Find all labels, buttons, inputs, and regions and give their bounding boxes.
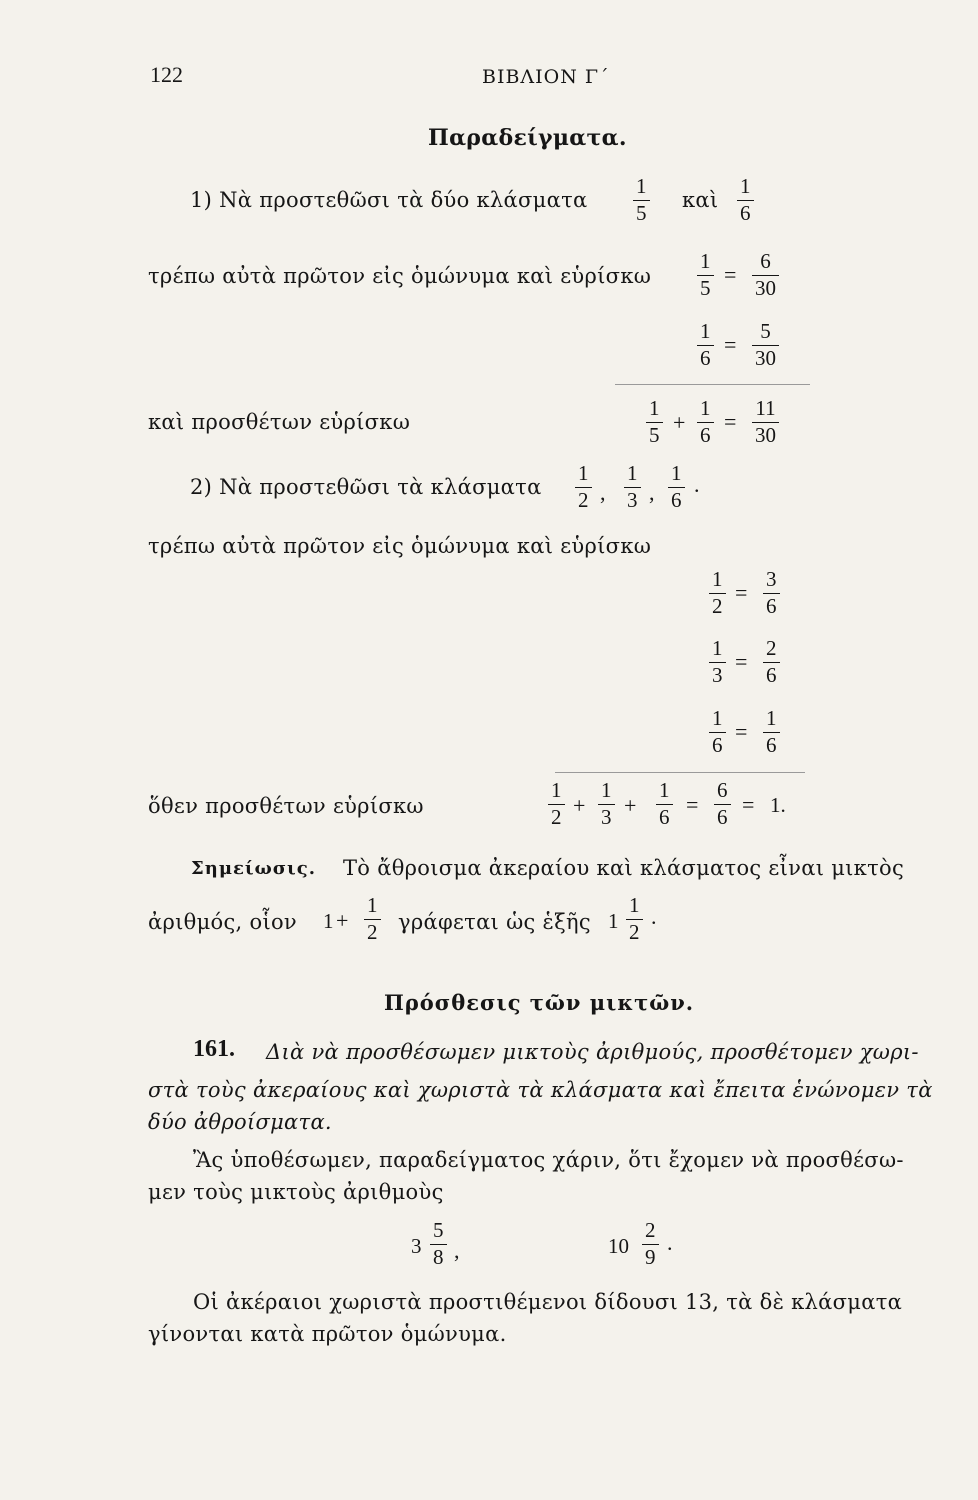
period: . [667,1230,673,1255]
fraction-1-2: 1 2 [626,893,643,944]
fraction-1-5: 1 5 [697,249,714,300]
ex2-result: 1. [770,793,786,817]
note-integer: 1 [323,909,334,933]
plus-sign: + [573,793,586,818]
examples-title: Παραδείγματα. [428,125,627,151]
fraction-1-6: 1 6 [697,396,714,447]
fraction-1-6: 1 6 [668,461,685,512]
ex1-label: 1) Νὰ προστεθῶσι τὰ δύο κλάσματα [190,188,588,212]
fraction-1-3: 1 3 [624,461,641,512]
period: . [694,472,700,497]
equals-sign: = [686,792,699,817]
fraction-3-6: 3 6 [763,567,780,618]
ex1-convert-text: τρέπω αὐτὰ πρῶτον εἰς ὁμώνυμα καὶ εὑρίσκω [148,264,652,288]
equals-sign: = [735,649,748,674]
fraction-1-3: 1 3 [709,636,726,687]
para161-italic-3: δύο ἀθροίσματα. [148,1110,332,1134]
sum-rule [615,384,810,385]
plus-sign: + [673,410,686,435]
fraction-2-6: 2 6 [763,636,780,687]
para161-italic-1: Διὰ νὰ προσθέσωμεν μικτοὺς ἀριθμούς, προσθέτομεν χωρι- [266,1040,919,1064]
ex1-conj: καὶ [682,188,719,212]
fraction-1-6: 1 6 [737,174,754,225]
equals-sign: = [724,262,737,287]
equals-sign: = [724,409,737,434]
ex2-convert-text: τρέπω αὐτὰ πρῶτον εἰς ὁμώνυμα καὶ εὑρίσκω [148,534,652,558]
para161-italic-2: στὰ τοὺς ἀκεραίους καὶ χωριστὰ τὰ κλάσματα καὶ ἔπειτα ἑνώνομεν τὰ [148,1078,933,1102]
fraction-5-30: 5 30 [752,319,779,370]
para161-line-4: Ἂς ὑποθέσωμεν, παραδείγματος χάριν, ὅτι ἔχομεν νὰ προσθέσω- [193,1148,904,1172]
equals-sign: = [735,719,748,744]
fraction-1-2: 1 2 [548,778,565,829]
para161-line-6: Οἱ ἀκέραιοι χωριστὰ προστιθέμενοι δίδουσι 13, τὰ δὲ κλάσματα [193,1290,903,1314]
paragraph-number: 161. [193,1036,235,1062]
fraction-1-2: 1 2 [364,893,381,944]
period: . [651,904,657,929]
note-label: Σημείωσις. [191,858,316,879]
fraction-1-2: 1 2 [709,567,726,618]
fraction-1-3: 1 3 [598,778,615,829]
fraction-1-6: 1 6 [656,778,673,829]
fraction-11-30: 11 30 [752,396,779,447]
fraction-2-9: 2 9 [642,1218,659,1269]
fraction-1-6: 1 6 [697,319,714,370]
equals-sign: = [724,332,737,357]
note-line-2b: γράφεται ὡς ἑξῆς [398,910,591,934]
plus-sign: + [336,908,349,933]
fraction-5-8: 5 8 [430,1218,447,1269]
note-line-1: Τὸ ἄθροισμα ἀκεραίου καὶ κλάσματος εἶναι μικτὸς [343,856,905,880]
note-line-2a: ἀριθμός, οἷον [148,910,297,934]
page-number: 122 [150,62,183,87]
section-title: Πρόσθεσις τῶν μικτῶν. [384,990,695,1015]
ex2-add-text: ὅθεν προσθέτων εὑρίσκω [148,794,424,818]
fraction-1-5: 1 5 [633,174,650,225]
equals-sign: = [742,792,755,817]
sum-rule [555,772,805,773]
mixed-number-2-integer: 10 [608,1234,629,1258]
para161-line-5: μεν τοὺς μικτοὺς ἀριθμοὺς [148,1180,444,1204]
ex1-add-text: καὶ προσθέτων εὑρίσκω [148,410,411,434]
mixed-number-1-integer: 3 [411,1234,422,1258]
plus-sign: + [624,793,637,818]
running-title: ΒΙΒΛΙΟΝ Γ΄ [482,66,610,88]
comma: , [454,1238,460,1263]
fraction-6-6: 6 6 [714,778,731,829]
fraction-1-5: 1 5 [646,396,663,447]
fraction-1-6: 1 6 [763,706,780,757]
equals-sign: = [735,580,748,605]
fraction-1-6: 1 6 [709,706,726,757]
comma: , [600,480,606,505]
para161-line-7: γίνονται κατὰ πρῶτον ὁμώνυμα. [148,1322,507,1346]
fraction-6-30: 6 30 [752,249,779,300]
fraction-1-2: 1 2 [575,461,592,512]
note-mixed-integer: 1 [608,909,619,933]
comma: , [649,480,655,505]
ex2-label: 2) Νὰ προστεθῶσι τὰ κλάσματα [190,475,542,499]
